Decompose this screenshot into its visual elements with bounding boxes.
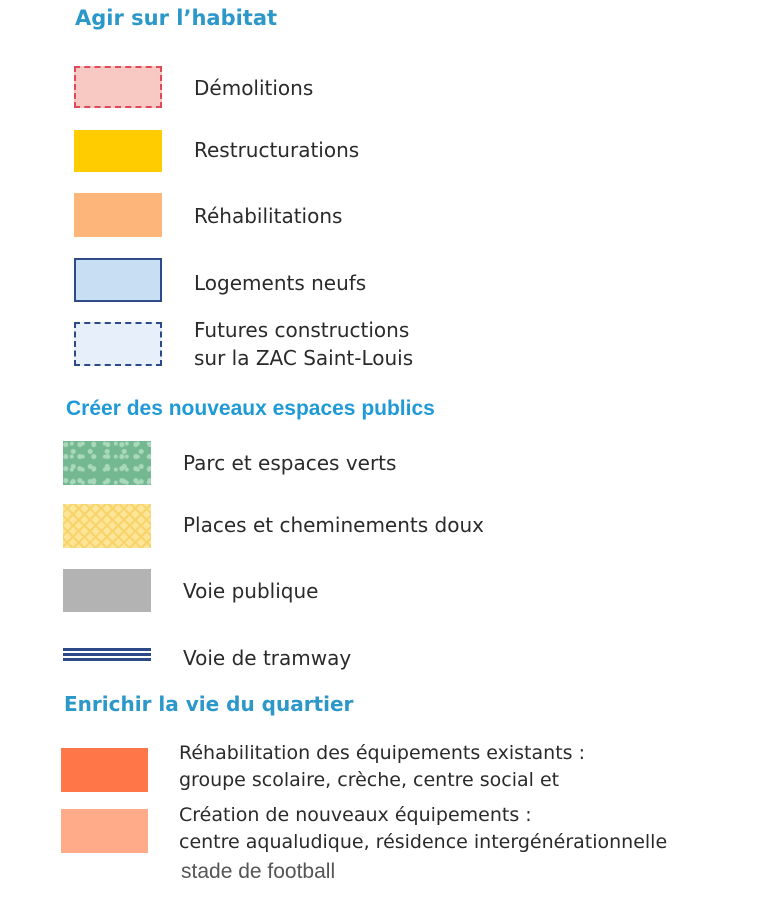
legend-swatch-demolitions [74,66,162,108]
legend-label-rehabilitations: Réhabilitations [194,204,343,228]
legend-label-line2: groupe scolaire, crèche, centre social et [179,769,560,791]
legend-label-line1: Création de nouveaux équipements : [179,804,532,826]
legend-label-equipements-existants [179,740,585,794]
legend-swatch-tramway [63,648,151,662]
legend-label-line2: sur la ZAC Saint-Louis [194,346,414,370]
legend-swatch-logements-neufs [74,258,162,302]
legend-label-tramway: Voie de tramway [183,646,352,670]
legend-label-futures-constructions [194,316,413,372]
legend-swatch-equipements-existants [61,748,148,792]
legend-swatch-nouveaux-equipements [61,809,148,853]
legend-label-line1: Futures constructions [194,318,410,342]
legend-swatch-voie-publique [63,569,151,612]
legend-label-voie-publique: Voie publique [183,579,319,603]
legend-swatch-parc [63,441,151,485]
legend-label-demolitions: Démolitions [194,76,314,100]
legend-label-logements-neufs: Logements neufs [194,271,367,295]
legend-label-nouveaux-equipements [179,802,667,856]
legend-label-places: Places et cheminements doux [183,513,484,537]
legend-label-line2: centre aqualudique, résidence intergénérationnelle [179,831,668,853]
legend-swatch-restructurations [74,130,162,172]
legend-swatch-rehabilitations [74,193,162,237]
legend-swatch-futures-constructions [74,322,162,366]
section-title-espaces-publics: Créer des nouveaux espaces publics [66,397,435,420]
legend-label-restructurations: Restructurations [194,138,360,162]
legend-swatch-places [63,504,151,548]
legend-label-line1: Réhabilitation des équipements existants : [179,742,585,764]
section-title-habitat: Agir sur l’habitat [75,6,278,30]
legend-extra-text: stade de football [181,860,336,883]
section-title-quartier: Enrichir la vie du quartier [64,692,354,716]
legend-label-parc: Parc et espaces verts [183,451,397,475]
